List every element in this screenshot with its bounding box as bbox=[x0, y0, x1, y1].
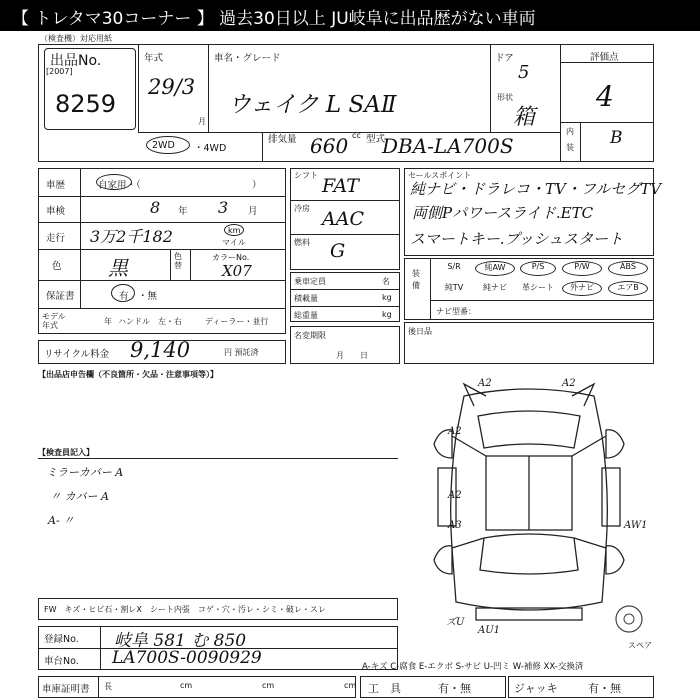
divider bbox=[38, 458, 398, 459]
capacity-label: 乗車定員 bbox=[294, 277, 326, 286]
cert-opt3: cm bbox=[262, 681, 275, 690]
damage-mark: ズU bbox=[446, 617, 465, 628]
handle-options: ハンドル 左・右 bbox=[118, 317, 182, 326]
lot-tag: [2007] bbox=[46, 67, 73, 76]
inspection-year: 8 bbox=[150, 198, 161, 217]
recycle-label: リサイクル料金 bbox=[44, 349, 110, 360]
equip-alloy-wheels: 純AW bbox=[475, 261, 515, 276]
mileage-label: 走行 bbox=[46, 233, 66, 244]
divider bbox=[138, 132, 560, 133]
mileage-unit-km: km bbox=[228, 226, 241, 235]
jack-label: ジャッキ bbox=[514, 682, 558, 695]
warranty-no: ・無 bbox=[138, 291, 158, 302]
mileage-unit-mile: マイル bbox=[222, 238, 246, 247]
color-label: 色 bbox=[52, 261, 62, 272]
inspector-note: A- 〃 bbox=[48, 514, 75, 527]
equip-sunroof: S/R bbox=[447, 262, 461, 271]
damage-mark: A2 bbox=[478, 378, 492, 389]
jack-value: 有・無 bbox=[588, 682, 621, 695]
damage-mark: A2 bbox=[562, 378, 576, 389]
divider bbox=[38, 222, 286, 223]
capacity-unit: 名 bbox=[382, 277, 390, 286]
interior-label-2: 装 bbox=[566, 143, 574, 152]
gross-weight-label: 総重量 bbox=[294, 311, 318, 320]
equipment-label: 装備 bbox=[412, 269, 420, 290]
dealer-options: ディーラー・並行 bbox=[205, 317, 269, 326]
warranty-label: 保証書 bbox=[46, 291, 75, 302]
damage-mark: A2 bbox=[448, 490, 462, 501]
owner-change-unit: 月 日 bbox=[336, 351, 368, 360]
equip-aftermarket-navi: 外ナビ bbox=[562, 281, 602, 296]
year-label: 年式 bbox=[144, 53, 164, 64]
interior-value: B bbox=[610, 128, 623, 148]
divider bbox=[290, 234, 400, 235]
drive-opt2: ・4WD bbox=[194, 143, 227, 154]
color-no-value: X07 bbox=[222, 262, 252, 280]
color-no-label: カラーNo. bbox=[212, 253, 250, 262]
registration-label: 登録No. bbox=[44, 634, 79, 645]
divider bbox=[38, 249, 286, 250]
divider bbox=[38, 196, 286, 197]
registration-value: 岐阜 581 む 850 bbox=[114, 631, 247, 651]
color-value: 黒 bbox=[108, 256, 128, 280]
color-change-label: 色替 bbox=[174, 252, 182, 270]
equip-genuine-tv: 純TV bbox=[444, 283, 464, 292]
divider bbox=[208, 44, 209, 132]
damage-mark: A2 bbox=[448, 426, 462, 437]
recycle-value: 9,140 bbox=[130, 338, 191, 362]
history-label: 車歴 bbox=[46, 180, 66, 191]
model-code-value: DBA-LA700S bbox=[382, 134, 514, 158]
body-type-value: 箱 bbox=[513, 105, 536, 130]
inspection-month-unit: 月 bbox=[248, 206, 258, 217]
divider bbox=[490, 44, 491, 132]
cert-opt4: cm bbox=[344, 681, 357, 690]
model-year-label-1: モデル bbox=[42, 312, 66, 321]
lot-label: 出品No. bbox=[50, 53, 102, 69]
equip-airbag: エアB bbox=[608, 281, 648, 296]
divider bbox=[430, 300, 654, 301]
inspection-month: 3 bbox=[218, 198, 229, 217]
tools-value: 有・無 bbox=[438, 682, 471, 695]
lot-number: 8259 bbox=[55, 90, 117, 118]
notes-label: 後日品 bbox=[408, 327, 432, 336]
fuel-value: G bbox=[330, 240, 346, 262]
navi-model-label: ナビ型番： bbox=[436, 307, 476, 316]
equip-leather-seats: 革シート bbox=[522, 283, 554, 292]
selling-points-label: セールスポイント bbox=[408, 171, 472, 180]
chassis-value: LA700S-0090929 bbox=[112, 648, 262, 668]
inspection-year-unit: 年 bbox=[178, 206, 188, 217]
divider bbox=[560, 122, 654, 123]
banner-text: 【 トレタマ30コーナー 】 過去30日以上 JU岐阜に出品歴がない車両 bbox=[12, 9, 536, 29]
cert-opt1: 長 bbox=[104, 682, 112, 691]
ac-label: 冷房 bbox=[294, 204, 310, 213]
selling-point-line: 両側Pパワースライド.ETC bbox=[412, 204, 594, 222]
score-label: 評価点 bbox=[590, 52, 619, 63]
subheader: （検査機）対応用紙 bbox=[40, 34, 112, 43]
ac-value: AAC bbox=[322, 208, 364, 230]
equip-power-windows: P/W bbox=[562, 261, 602, 276]
declaration-label: 【出品店申告欄（不良箇所・欠品・注意事項等）】 bbox=[38, 370, 218, 379]
defect-legend: A-キズ C-腐食 E-エクボ S-サビ U-凹ミ W-補修 XX-交換済 bbox=[362, 662, 584, 672]
model-name-label: 車名・グレード bbox=[214, 53, 281, 64]
legend-text: FW キズ・ヒビ石・割レX シート内張 コゲ・穴・汚レ・シミ・破レ・スレ bbox=[44, 605, 326, 614]
shift-label: シフト bbox=[294, 171, 318, 180]
drive-selected-circle bbox=[146, 136, 190, 154]
divider bbox=[100, 626, 101, 670]
drive-opt1: 2WD bbox=[152, 140, 175, 151]
model-year-label-2: 年式 bbox=[42, 321, 58, 330]
interior-label-1: 内 bbox=[566, 127, 574, 136]
load-label: 積載量 bbox=[294, 294, 318, 303]
divider bbox=[262, 132, 263, 162]
mileage-unit-circle bbox=[224, 224, 244, 236]
divider bbox=[38, 308, 286, 309]
displacement-value: 660 bbox=[310, 134, 349, 158]
year-month-unit: 月 bbox=[198, 117, 206, 126]
divider bbox=[290, 289, 400, 290]
damage-mark: AW1 bbox=[624, 520, 648, 531]
score-value: 4 bbox=[596, 80, 614, 113]
fuel-label: 燃料 bbox=[294, 238, 310, 247]
displacement-unit: cc bbox=[352, 131, 361, 140]
model-code-label: 型式 bbox=[366, 134, 386, 145]
divider bbox=[170, 249, 171, 280]
spare-label: スペア bbox=[628, 641, 652, 650]
vehicle-info-block bbox=[38, 168, 286, 334]
history-value: 自家用・（ bbox=[98, 180, 141, 191]
divider bbox=[580, 122, 581, 162]
warranty-yes: 有 bbox=[119, 291, 129, 302]
gross-weight-unit: kg bbox=[382, 310, 392, 319]
divider bbox=[290, 200, 400, 201]
equip-power-steering: P/S bbox=[520, 261, 556, 276]
history-close: ） bbox=[252, 180, 262, 191]
year-value: 29/3 bbox=[148, 75, 196, 99]
divider bbox=[80, 168, 81, 308]
inspector-note: 〃 カバー A bbox=[50, 490, 109, 503]
body-type-label: 形状 bbox=[497, 93, 513, 102]
damage-mark: AU1 bbox=[478, 625, 501, 636]
cert-label: 車庫証明書 bbox=[42, 684, 90, 695]
owner-change-label: 名変期限 bbox=[294, 331, 326, 340]
warranty-selected-circle bbox=[111, 284, 135, 302]
inspection-label: 車検 bbox=[46, 206, 66, 217]
divider bbox=[290, 306, 400, 307]
spare-tire-icon bbox=[614, 604, 644, 634]
shift-value: FAT bbox=[322, 175, 359, 197]
divider bbox=[98, 676, 99, 698]
model-year-unit: 年 bbox=[104, 317, 112, 326]
chassis-label: 車台No. bbox=[44, 656, 79, 667]
recycle-unit: 円 預託済 bbox=[224, 348, 259, 357]
divider bbox=[38, 280, 286, 281]
divider bbox=[138, 44, 139, 132]
displacement-label: 排気量 bbox=[268, 134, 297, 145]
notes-box bbox=[404, 322, 654, 364]
mileage-value: 3万2千182 bbox=[90, 227, 173, 246]
divider bbox=[190, 249, 191, 280]
inspector-label: 【検査員記入】 bbox=[38, 448, 94, 457]
equip-genuine-navi: 純ナビ bbox=[483, 283, 507, 292]
damage-mark: A3 bbox=[448, 520, 462, 531]
cert-opt2: cm bbox=[180, 681, 193, 690]
history-selected-circle bbox=[96, 174, 132, 190]
selling-point-line: 純ナビ・ドラレコ・TV・フルセグTV bbox=[410, 180, 662, 198]
selling-point-line: スマートキー.プッシュスタート bbox=[410, 230, 624, 248]
load-unit: kg bbox=[382, 293, 392, 302]
equip-abs: ABS bbox=[608, 261, 648, 276]
model-name-value: ウェイク L SAⅡ bbox=[228, 92, 397, 118]
tools-label: 工 具 bbox=[368, 682, 401, 695]
doors-label: ドア bbox=[495, 53, 514, 64]
doors-value: 5 bbox=[518, 62, 530, 83]
divider bbox=[430, 258, 431, 320]
inspector-note: ミラーカバー A bbox=[46, 466, 124, 479]
